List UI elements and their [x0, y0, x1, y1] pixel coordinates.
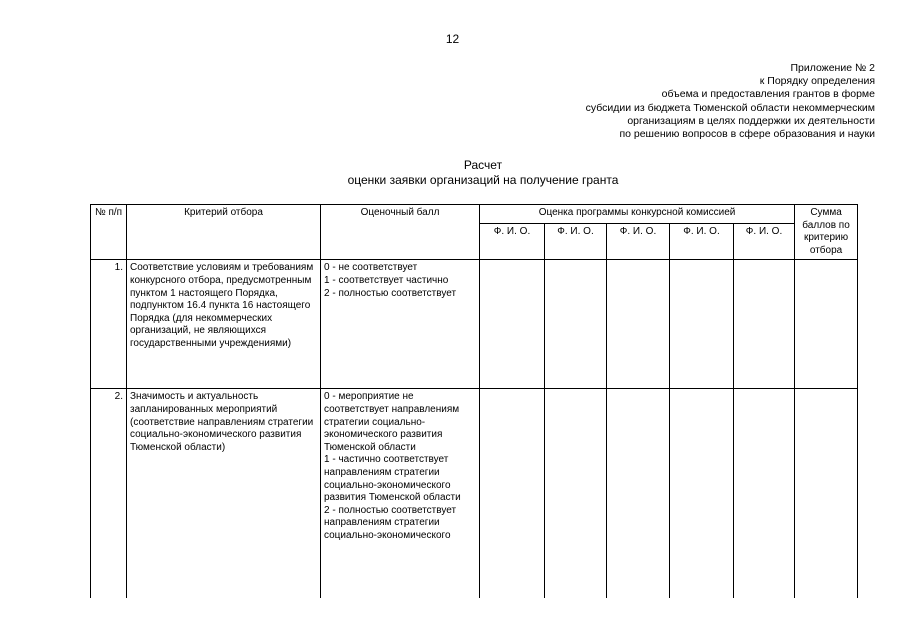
fio-cell[interactable]	[480, 260, 545, 389]
header-fio: Ф. И. О.	[607, 223, 670, 260]
row-num: 2.	[91, 389, 127, 599]
header-fio: Ф. И. О.	[670, 223, 734, 260]
fio-cell[interactable]	[545, 389, 607, 599]
table-row	[91, 389, 858, 599]
score-option: 1 - соответствует частично	[324, 274, 449, 286]
fio-cell[interactable]	[545, 260, 607, 389]
sum-cell[interactable]	[795, 389, 858, 599]
fio-cell[interactable]	[480, 389, 545, 599]
header-commission: Оценка программы конкурсной комиссией	[480, 205, 795, 224]
score-option: 0 - не соответствует	[324, 262, 418, 274]
sum-cell[interactable]	[795, 260, 858, 389]
fio-cell[interactable]	[734, 389, 795, 599]
header-num: № п/п	[91, 205, 127, 260]
header-sum: Сумма баллов по критерию отбора	[795, 205, 858, 260]
appendix-line: к Порядку определения	[759, 75, 875, 88]
score-option: 2 - полностью соответствует направлениям стратегии социально-экономического	[324, 504, 457, 541]
appendix-line: субсидии из бюджета Тюменской области некоммерческим	[585, 101, 875, 114]
row-num: 1.	[91, 260, 127, 389]
row-score	[321, 389, 480, 599]
title-line-1: Расчет	[463, 158, 503, 172]
row-criterion: Значимость и актуальность запланированных мероприятий (соответствие направлениям стратегии социально-экономического развития Тюменской области)	[127, 389, 321, 599]
appendix-line: по решению вопросов в сфере образования и науки	[619, 128, 875, 141]
header-fio: Ф. И. О.	[545, 223, 607, 260]
fio-cell[interactable]	[734, 260, 795, 389]
row-score	[321, 260, 480, 389]
table-row	[91, 260, 858, 389]
appendix-line: объема и предоставления грантов в форме	[661, 88, 875, 101]
document-title	[0, 158, 905, 188]
fio-cell[interactable]	[670, 260, 734, 389]
header-fio: Ф. И. О.	[734, 223, 795, 260]
fio-cell[interactable]	[670, 389, 734, 599]
fio-cell[interactable]	[607, 260, 670, 389]
header-score: Оценочный балл	[321, 205, 480, 260]
title-line-2: оценки заявки организаций на получение гранта	[347, 173, 619, 187]
header-fio: Ф. И. О.	[480, 223, 545, 260]
fio-cell[interactable]	[607, 389, 670, 599]
appendix-header	[586, 62, 875, 141]
appendix-line: организациям в целях поддержки их деятельности	[627, 114, 875, 127]
page-number: 12	[445, 32, 460, 46]
score-option: 0 - мероприятие не соответствует направлениям стратегии социально-экономического развития Тюменской области	[324, 391, 460, 453]
score-table	[90, 204, 858, 598]
row-criterion: Соответствие условиям и требованиям конкурсного отбора, предусмотренным пунктом 1 настоящего Порядка, подпунктом 16.4 пункта 16 настоящего Порядка (для некоммерческих организаций, не являющихся государственными учреждениями)	[127, 260, 321, 389]
score-option: 1 - частично соответствует направлениям стратегии социально-экономического развития Тюменской области	[324, 454, 461, 504]
header-criterion: Критерий отбора	[127, 205, 321, 260]
appendix-line: Приложение № 2	[790, 62, 875, 74]
score-option: 2 - полностью соответствует	[324, 287, 457, 299]
